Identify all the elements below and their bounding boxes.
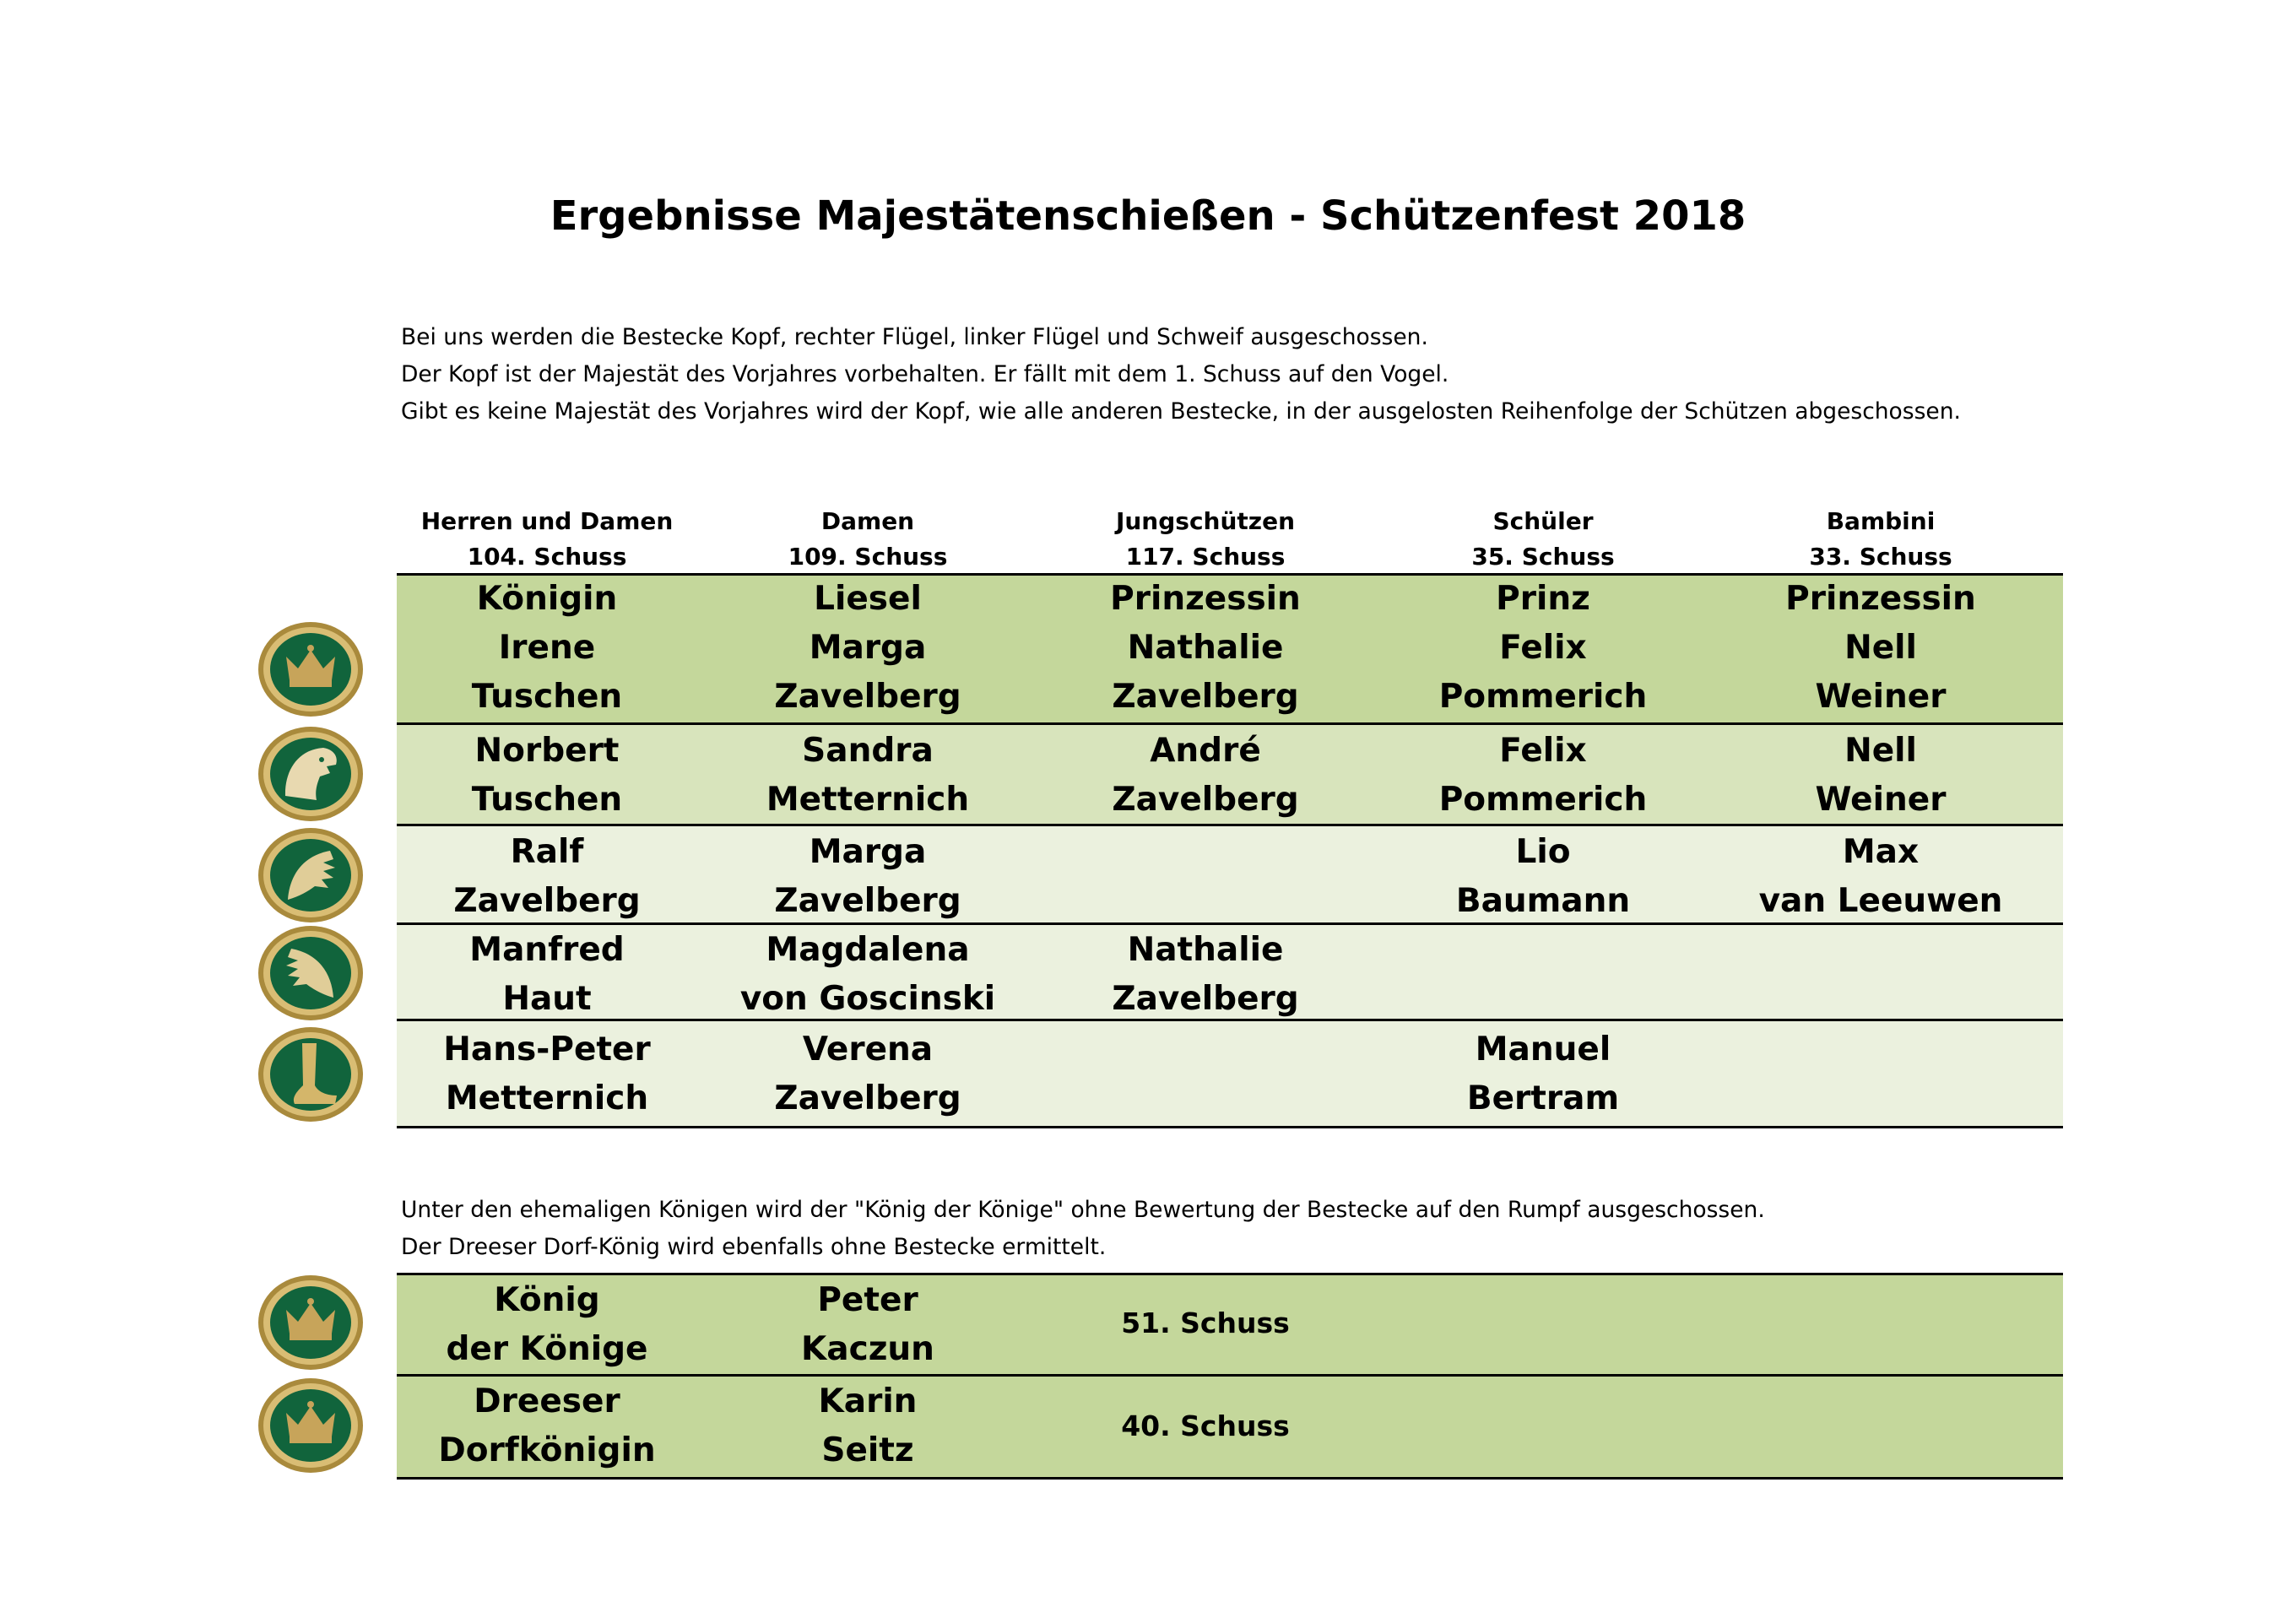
cell-line: Kaczun [801, 1330, 934, 1368]
cell-line: Dreeser [474, 1382, 620, 1420]
column-header-jungschuetzen [1037, 504, 1374, 575]
special-shot: 51. Schuss [1121, 1307, 1290, 1339]
intro-text [401, 319, 1961, 430]
column-name: Jungschützen [1115, 507, 1296, 535]
cell-line: Bertram [1466, 1079, 1620, 1117]
column-shot: 35. Schuss [1471, 543, 1615, 571]
cell-line: Pommerich [1438, 678, 1648, 716]
right-wing-medal-icon [256, 825, 366, 925]
cell-line: Königin [476, 580, 618, 618]
cell-line: Haut [502, 980, 592, 1018]
column-name: Herren und Damen [420, 507, 674, 535]
cell-line: Tuschen [471, 781, 623, 819]
cell-line: Zavelberg [1112, 980, 1299, 1018]
intro-line: Gibt es keine Majestät des Vorjahres wird der Kopf, wie alle anderen Bestecke, in der ausgelosten Reihenfolge der Schützen abgeschossen. [401, 398, 1961, 425]
tail-medal-icon [256, 1025, 366, 1124]
cell-line: von Goscinski [739, 980, 996, 1018]
outro-text [401, 1192, 1765, 1266]
column-header-damen [699, 504, 1037, 575]
table-cell [1028, 727, 1383, 825]
cell-line: Zavelberg [774, 678, 961, 716]
cell-line: Dorfkönigin [438, 1431, 656, 1469]
intro-line: Bei uns werden die Bestecke Kopf, rechter Flügel, linker Flügel und Schweif ausgeschossen. [401, 324, 1428, 350]
cell-line: Tuschen [471, 678, 623, 716]
crown-medal-icon [256, 619, 366, 719]
cell-line: Felix [1499, 732, 1587, 770]
outro-line: Der Dreeser Dorf-König wird ebenfalls ohne Bestecke ermittelt. [401, 1234, 1107, 1260]
page-title: Ergebnisse Majestätenschießen - Schützenfest 2018 [550, 192, 1746, 240]
cell-line: Weiner [1815, 678, 1947, 716]
cell-line: Weiner [1815, 781, 1947, 819]
table-cell [1703, 828, 2058, 926]
table-divider [397, 722, 2063, 725]
crown-medal-icon [256, 1273, 366, 1372]
cell-line: van Leeuwen [1758, 882, 2003, 920]
cell-line: Metternich [445, 1079, 649, 1117]
cell-line: Felix [1499, 629, 1587, 667]
special-name [690, 1276, 1045, 1374]
cell-line: Nell [1844, 629, 1917, 667]
table-divider [397, 1273, 2063, 1275]
cell-line: Zavelberg [774, 1079, 961, 1117]
cell-line: Zavelberg [453, 882, 641, 920]
special-title [370, 1377, 724, 1475]
special-title [370, 1276, 724, 1374]
table-cell [1028, 575, 1383, 722]
column-shot: 104. Schuss [467, 543, 627, 571]
special-shot: 40. Schuss [1121, 1409, 1290, 1442]
column-header-herren-damen [378, 504, 716, 575]
cell-line: Marga [809, 833, 927, 871]
cell-line: Marga [809, 629, 927, 667]
intro-line: Der Kopf ist der Majestät des Vorjahres vorbehalten. Er fällt mit dem 1. Schuss auf den Vogel. [401, 361, 1449, 387]
cell-line: Norbert [474, 732, 620, 770]
table-cell [690, 575, 1045, 722]
cell-line: Max [1842, 833, 1920, 871]
cell-line: Zavelberg [1112, 678, 1299, 716]
outro-line: Unter den ehemaligen Königen wird der "König der Könige" ohne Bewertung der Bestecke auf den Rumpf ausgeschossen. [401, 1197, 1765, 1223]
table-cell [690, 1025, 1045, 1123]
cell-line: Verena [802, 1031, 934, 1068]
cell-line: Hans-Peter [443, 1031, 651, 1068]
table-cell [370, 727, 724, 825]
cell-line: Ralf [510, 833, 584, 871]
cell-line: Zavelberg [774, 882, 961, 920]
cell-line: Peter [817, 1281, 918, 1319]
table-cell [370, 1025, 724, 1123]
column-header-bambini [1712, 504, 2050, 575]
table-cell [1366, 727, 1720, 825]
cell-line: Nell [1844, 732, 1917, 770]
table-cell [1703, 727, 2058, 825]
cell-line: Prinz [1496, 580, 1590, 618]
cell-line: Prinzessin [1110, 580, 1301, 618]
column-name: Bambini [1826, 507, 1936, 535]
cell-line: König [494, 1281, 600, 1319]
cell-line: Zavelberg [1112, 781, 1299, 819]
left-wing-medal-icon [256, 923, 366, 1023]
column-name: Damen [820, 507, 915, 535]
column-shot: 109. Schuss [788, 543, 948, 571]
cell-line: Nathalie [1127, 931, 1284, 969]
cell-line: Metternich [766, 781, 970, 819]
cell-line: Seitz [821, 1431, 914, 1469]
table-divider [397, 1374, 2063, 1377]
table-divider [397, 1477, 2063, 1480]
cell-line: Baumann [1455, 882, 1631, 920]
table-cell [690, 727, 1045, 825]
cell-line: Pommerich [1438, 781, 1648, 819]
cell-line: Irene [498, 629, 596, 667]
table-divider [397, 1126, 2063, 1128]
table-cell [1366, 1025, 1720, 1123]
table-cell [1366, 828, 1720, 926]
cell-line: Sandra [802, 732, 934, 770]
cell-line: Prinzessin [1785, 580, 1976, 618]
table-cell [370, 828, 724, 926]
table-cell [690, 828, 1045, 926]
table-cell [1028, 926, 1383, 1024]
table-cell [1366, 575, 1720, 722]
column-shot: 117. Schuss [1125, 543, 1286, 571]
column-name: Schüler [1492, 507, 1594, 535]
crown-medal-icon [256, 1376, 366, 1475]
eagle-head-medal-icon [256, 724, 366, 824]
table-cell [1703, 575, 2058, 722]
cell-line: der Könige [446, 1330, 648, 1368]
table-cell [690, 926, 1045, 1024]
cell-line: Lio [1515, 833, 1571, 871]
cell-line: Manuel [1475, 1031, 1611, 1068]
cell-line: Magdalena [766, 931, 970, 969]
column-shot: 33. Schuss [1809, 543, 1952, 571]
table-cell [370, 926, 724, 1024]
table-cell [370, 575, 724, 722]
cell-line: Karin [818, 1382, 918, 1420]
cell-line: Nathalie [1127, 629, 1284, 667]
cell-line: Liesel [814, 580, 922, 618]
special-name [690, 1377, 1045, 1475]
cell-line: André [1150, 732, 1261, 770]
cell-line: Manfred [469, 931, 625, 969]
column-header-schueler [1374, 504, 1712, 575]
